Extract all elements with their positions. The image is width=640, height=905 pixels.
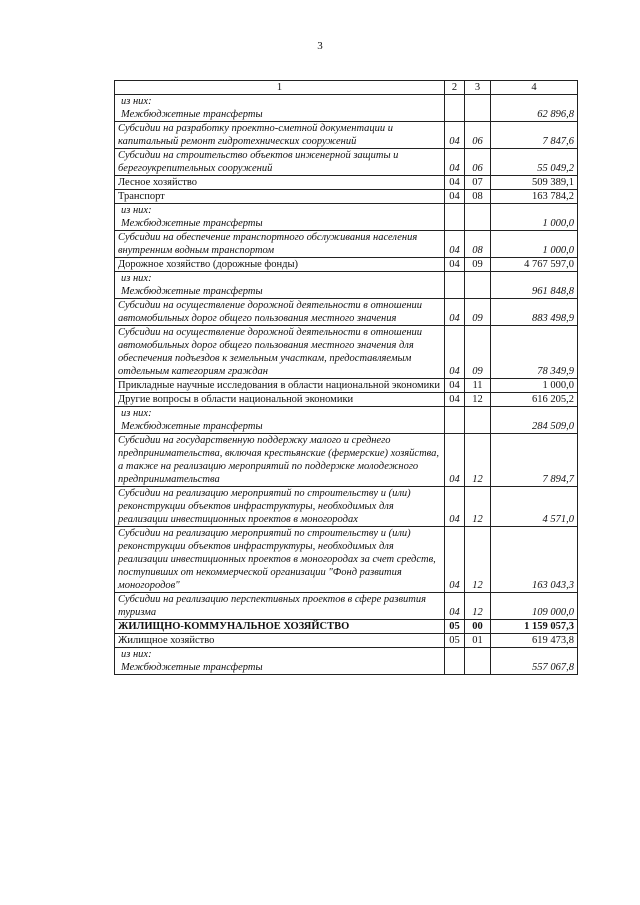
row-name-cell: [115, 231, 445, 258]
table-row: [115, 122, 578, 149]
row-subsection-code: 11: [465, 379, 491, 393]
row-sum: 1 159 057,3: [491, 620, 578, 634]
row-subsection-code: 00: [465, 620, 491, 634]
table-row: [115, 272, 578, 299]
row-section-code: [445, 204, 465, 231]
row-subsection-code: 12: [465, 434, 491, 487]
table-header-row: [115, 81, 578, 95]
header-cell-sum: 4: [491, 81, 578, 95]
row-subsection-code: 01: [465, 634, 491, 648]
row-name: Субсидии на государственную поддержку малого и среднего предпринимательства, включая крестьянские (фермерские) хозяйства, а также на реализацию мероприятий по поддержке молодежного предпринимательства: [118, 435, 440, 485]
row-sum: 78 349,9: [491, 326, 578, 379]
row-name-cell: [115, 620, 445, 634]
row-subsection-code: 09: [465, 299, 491, 326]
row-name: Межбюджетные трансферты: [121, 662, 263, 673]
row-section-code: 04: [445, 326, 465, 379]
row-prefix: из них:: [121, 649, 152, 660]
table-row: [115, 620, 578, 634]
table-row: [115, 190, 578, 204]
row-name: Субсидии на осуществление дорожной деятельности в отношении автомобильных дорог общего пользования местного значения для обеспечения подъездов к земельным участкам, предоставляемым отдельным категориям граждан: [118, 327, 423, 377]
row-section-code: 04: [445, 593, 465, 620]
row-subsection-code: 08: [465, 190, 491, 204]
table-row: [115, 648, 578, 675]
row-sum: 1 000,0: [491, 231, 578, 258]
table-row: [115, 326, 578, 379]
row-sum: 163 784,2: [491, 190, 578, 204]
row-subsection-code: [465, 272, 491, 299]
row-name-cell: [115, 258, 445, 272]
row-subsection-code: 06: [465, 149, 491, 176]
row-section-code: 04: [445, 393, 465, 407]
row-section-code: 05: [445, 620, 465, 634]
row-name-cell: [115, 434, 445, 487]
row-name-cell: [115, 149, 445, 176]
row-name: Межбюджетные трансферты: [121, 218, 263, 229]
row-name-cell: [115, 122, 445, 149]
row-sum: 55 049,2: [491, 149, 578, 176]
row-name-cell: [115, 593, 445, 620]
row-subsection-code: [465, 648, 491, 675]
row-sum: 883 498,9: [491, 299, 578, 326]
header-cell-subsection: 3: [465, 81, 491, 95]
row-prefix: из них:: [121, 96, 152, 107]
row-name: Транспорт: [118, 191, 165, 202]
row-prefix: из них:: [121, 273, 152, 284]
row-name: Межбюджетные трансферты: [121, 286, 263, 297]
row-name: Прикладные научные исследования в области национальной экономики: [118, 380, 441, 391]
row-sum: 1 000,0: [491, 379, 578, 393]
row-name-cell: [115, 299, 445, 326]
row-name: Субсидии на реализацию мероприятий по строительству и (или) реконструкции объектов инфраструктуры, необходимых для реализации инвестиционных проектов в моногородах: [118, 488, 411, 525]
row-subsection-code: [465, 407, 491, 434]
row-subsection-code: [465, 204, 491, 231]
row-prefix: из них:: [121, 408, 152, 419]
row-subsection-code: 12: [465, 487, 491, 527]
table-row: [115, 487, 578, 527]
row-section-code: 04: [445, 190, 465, 204]
row-sum: 509 389,1: [491, 176, 578, 190]
table-row: [115, 258, 578, 272]
row-subsection-code: 07: [465, 176, 491, 190]
row-section-code: [445, 407, 465, 434]
table-row: [115, 527, 578, 593]
row-section-code: 04: [445, 299, 465, 326]
row-section-code: [445, 95, 465, 122]
row-section-code: 04: [445, 434, 465, 487]
row-name-cell: [115, 393, 445, 407]
table-row: [115, 149, 578, 176]
row-subsection-code: 09: [465, 258, 491, 272]
row-sum: 7 894,7: [491, 434, 578, 487]
row-name-cell: [115, 487, 445, 527]
row-name: Межбюджетные трансферты: [121, 109, 263, 120]
row-sum: 1 000,0: [491, 204, 578, 231]
table-row: [115, 593, 578, 620]
row-section-code: 04: [445, 258, 465, 272]
row-name-cell: [115, 272, 445, 299]
row-name: Субсидии на реализацию перспективных проектов в сфере развития туризма: [118, 594, 427, 618]
row-sum: 284 509,0: [491, 407, 578, 434]
table-row: [115, 634, 578, 648]
row-subsection-code: 06: [465, 122, 491, 149]
row-name: Субсидии на реализацию мероприятий по строительству и (или) реконструкции объектов инфраструктуры, необходимых для реализации инвестиционных проектов в моногородах за счет средств, поступивших от некоммерческой организации "Фонд развития моногородов": [118, 528, 436, 591]
row-sum: 619 473,8: [491, 634, 578, 648]
row-sum: 961 848,8: [491, 272, 578, 299]
row-name: Жилищное хозяйство: [118, 635, 215, 646]
row-section-code: 04: [445, 231, 465, 258]
row-name: Субсидии на строительство объектов инженерной защиты и берегоукрепительных сооружений: [118, 150, 399, 174]
row-name: Межбюджетные трансферты: [121, 421, 263, 432]
table-row: [115, 393, 578, 407]
row-sum: 109 000,0: [491, 593, 578, 620]
table-row: [115, 299, 578, 326]
row-sum: 7 847,6: [491, 122, 578, 149]
row-section-code: 04: [445, 379, 465, 393]
row-name-cell: [115, 527, 445, 593]
page-number: 3: [317, 40, 323, 52]
row-name: Дорожное хозяйство (дорожные фонды): [118, 259, 299, 270]
row-sum: 4 767 597,0: [491, 258, 578, 272]
row-section-code: 05: [445, 634, 465, 648]
row-name-cell: [115, 326, 445, 379]
row-name: ЖИЛИЩНО-КОММУНАЛЬНОЕ ХОЗЯЙСТВО: [118, 621, 350, 632]
row-name: Субсидии на разработку проектно-сметной документации и капитальный ремонт гидротехнических сооружений: [118, 123, 394, 147]
table-row: [115, 204, 578, 231]
row-sum: 4 571,0: [491, 487, 578, 527]
row-sum: 62 896,8: [491, 95, 578, 122]
row-subsection-code: 12: [465, 527, 491, 593]
table-row: [115, 95, 578, 122]
row-subsection-code: 08: [465, 231, 491, 258]
row-sum: 163 043,3: [491, 527, 578, 593]
row-section-code: [445, 648, 465, 675]
row-name-cell: [115, 95, 445, 122]
row-subsection-code: 12: [465, 593, 491, 620]
header-cell-name: 1: [115, 81, 445, 95]
table-row: [115, 407, 578, 434]
table-row: [115, 434, 578, 487]
row-subsection-code: 09: [465, 326, 491, 379]
row-name-cell: [115, 648, 445, 675]
row-sum: 616 205,2: [491, 393, 578, 407]
row-section-code: 04: [445, 487, 465, 527]
row-subsection-code: [465, 95, 491, 122]
row-name-cell: [115, 407, 445, 434]
row-section-code: [445, 272, 465, 299]
header-cell-section: 2: [445, 81, 465, 95]
row-name-cell: [115, 379, 445, 393]
row-section-code: 04: [445, 122, 465, 149]
row-name-cell: [115, 204, 445, 231]
row-section-code: 04: [445, 176, 465, 190]
row-section-code: 04: [445, 527, 465, 593]
row-prefix: из них:: [121, 205, 152, 216]
row-name-cell: [115, 190, 445, 204]
row-name-cell: [115, 176, 445, 190]
row-name-cell: [115, 634, 445, 648]
row-sum: 557 067,8: [491, 648, 578, 675]
table-row: [115, 231, 578, 258]
budget-table: [114, 80, 578, 675]
row-name: Другие вопросы в области национальной экономики: [118, 394, 354, 405]
table-row: [115, 379, 578, 393]
row-subsection-code: 12: [465, 393, 491, 407]
row-name: Субсидии на осуществление дорожной деятельности в отношении автомобильных дорог общего пользования местного значения: [118, 300, 423, 324]
row-name: Лесное хозяйство: [118, 177, 197, 188]
row-name: Субсидии на обеспечение транспортного обслуживания населения внутренним водным транспортом: [118, 232, 418, 256]
table-row: [115, 176, 578, 190]
row-section-code: 04: [445, 149, 465, 176]
